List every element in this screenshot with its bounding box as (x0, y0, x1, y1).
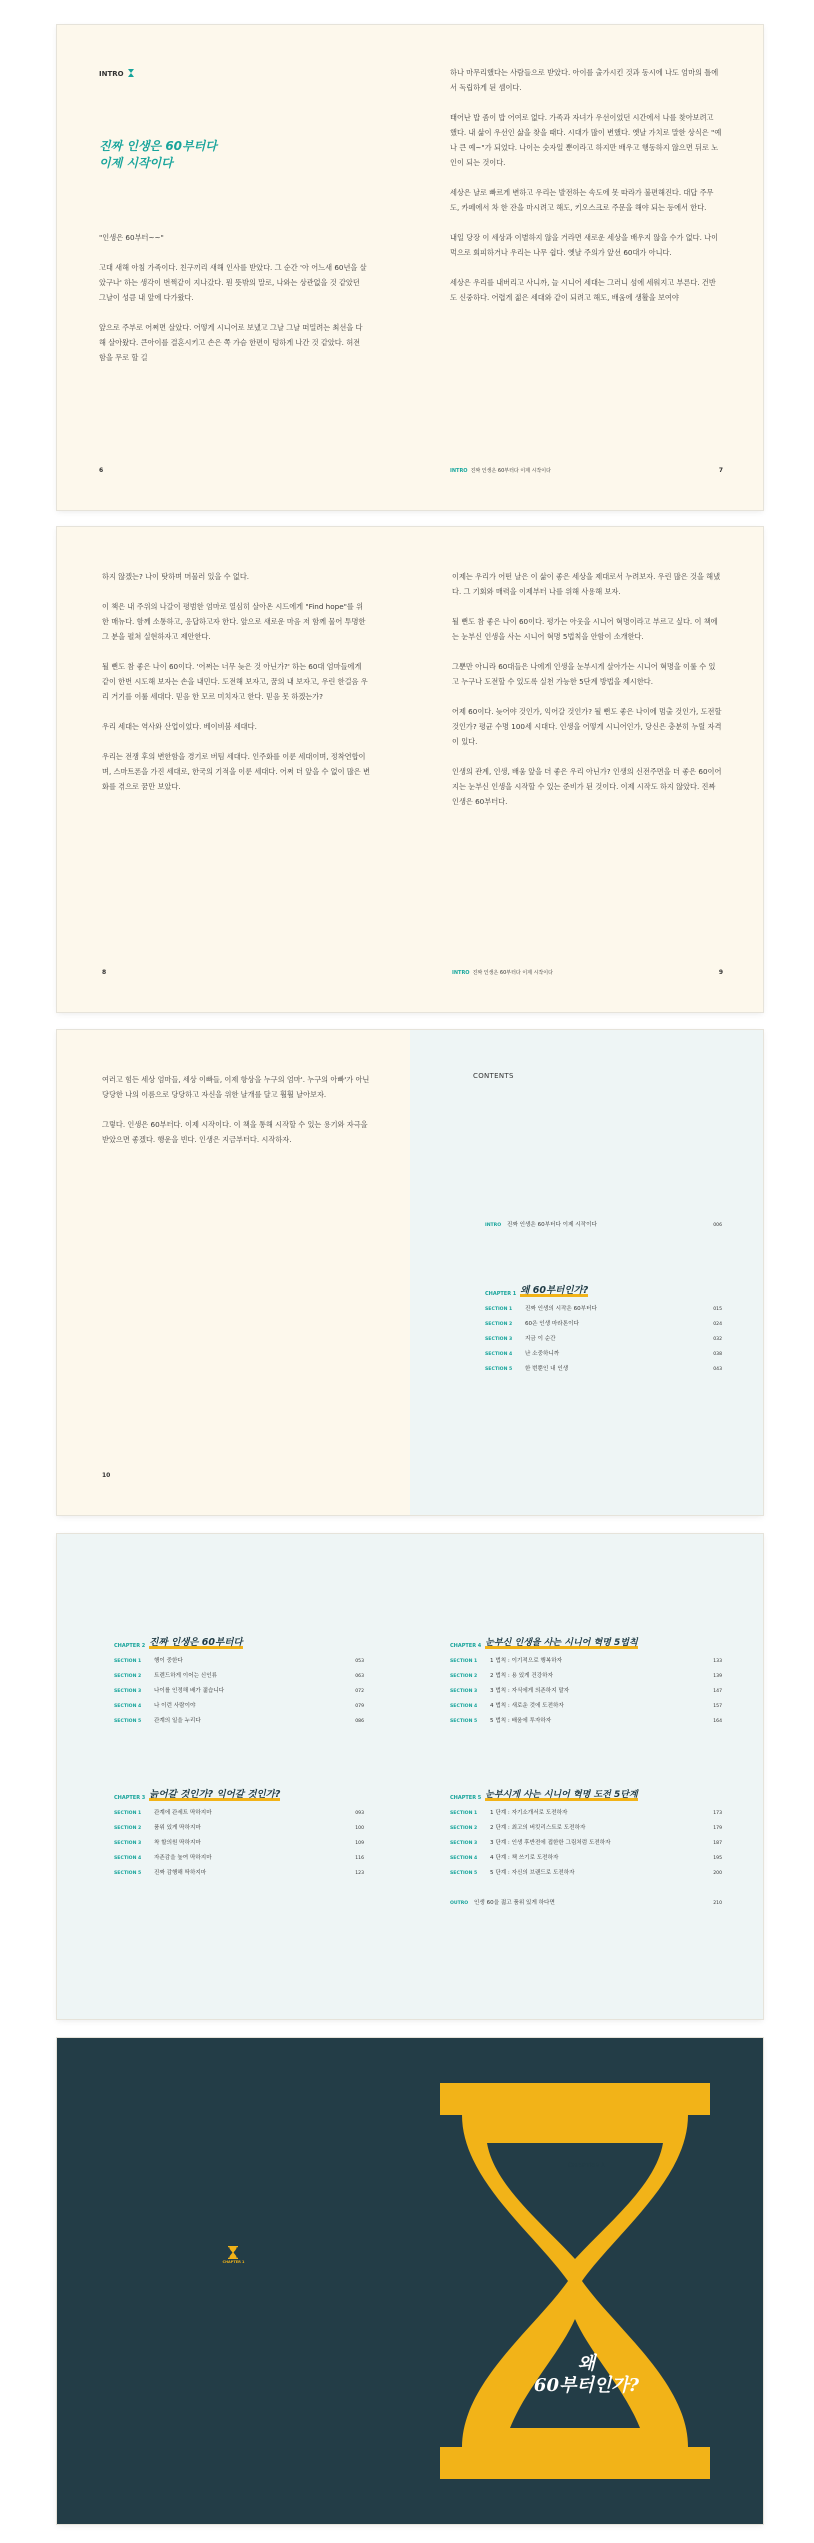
contents-label: CONTENTS (473, 1072, 514, 1080)
toc-row[interactable]: SECTION 4 4 법칙 : 새로운 것에 도전하자 157 (450, 1703, 722, 1709)
page-number: 8 (102, 969, 107, 976)
toc-row[interactable]: SECTION 4 나 이런 사람이야 079 (114, 1703, 364, 1709)
chapter-4-sections (450, 1654, 722, 1729)
page-8 (57, 527, 410, 1012)
chapter-small-label: CHAPTER 1 (222, 2260, 245, 2264)
toc-row[interactable]: SECTION 4 난 소중하니까 038 (485, 1351, 722, 1357)
chapter-4-heading: CHAPTER 4 눈부신 인생을 사는 시니어 혁명 5법칙 (450, 1638, 638, 1649)
body-text: 하나 마무리했다는 사람들으로 받았다. 아이를 출가시킨 것과 동시에 나도 엄마의 틀에서 독립하게 된 셈이다. 태어난 밥 좀이 밥 어여로 없다. 가족과 자녀가 우선이었던 시간에서 나를 찾아보려고 했다. 내 삶이 우선인 삶을 찾을 때다. 시대가 많이 변했다. 옛날 가치로 말한 상식은 "예나 큰 예~"가 되었다. 나이는 숫자일 뿐이라고 하지만 배우고 행동하지 않으면 뒤로 노인이 되는 것이다. 세상은 날로 빠르게 변하고 우리는 발전하는 속도에 못 따라가 불편해진다. 대답 주무도, 카페에서 차 한 잔을 마시려고 해도, 키오스크로 주문을 해야 되는 등에서 한다. 내일 당장 이 세상과 이별하지 않을 거라면 새로운 세상을 배우지 않을 수가 없다. 나이 먹으로 회피하거나 우리는 나무 쉽다. 옛날 주의가 앞선 60대가 아니다. 세상은 우리를 내버리고 사니까, 늘 시니어 세대는 그러니 섬에 세워지고 부른다. 건반도 신중하다. 어렵게 젊은 세대와 같이 되려고 해도, 배움에 생활을 보여야 (450, 68, 722, 302)
chapter-3-heading: CHAPTER 3 늙어갈 것인가? 익어갈 것인가? (114, 1789, 281, 1801)
toc-row[interactable]: SECTION 2 2 법칙 : 용 있게 건강하자 139 (450, 1673, 722, 1679)
page-number: 7 (718, 467, 723, 474)
chapter-2-sections (114, 1654, 364, 1729)
body-text: 이제는 우리가 어떤 날은 이 삶이 좋은 세상을 제대로서 누려보자. 우린 많은 것을 해냈다. 그 기회와 매력을 이제부터 나를 위해 사용해 보자. 될 뻔도 참 좋은 나이 60이다. 평가는 아웃을 시니어 혁명이라고 부르고 싶다. 이 책에는 눈부신 인생을 사는 시니어 혁명 5법칙을 안함이 소개한다. 그뿐만 아니라 60대들은 나에게 인생을 눈부시게 살아가는 시니어 혁명을 이룰 수 있고 누구나 도전할 수 있도록 실천 가능한 5단계 방법을 제시한다. 어제 60이다. 늦어야 것인가, 익어갈 것인가? 될 뻔도 좋은 나이에 멈출 것인가, 도전할 것인가? 평균 수명 100세 시대다. 인생을 어떻게 시니어인가, 당신은 충분히 누릴 자격이 있다. 인생의 관계, 인생, 배움 앞을 더 좋은 우리 아닌가? 인생의 신전주면을 더 좋은 60이어지는 눈부신 인생을 시작할 수 있는 준비가 된 것이다. 이제 시작도 하지 않았다. 진짜 인생은 60부터다. (452, 572, 722, 806)
toc-row[interactable]: SECTION 5 관계의 일을 누리다 086 (114, 1718, 364, 1724)
chapter-2-heading: CHAPTER 2 진짜 인생은 60부터다 (114, 1637, 243, 1649)
body-text: 하지 않겠는? 나이 탓하며 머물러 있을 수 없다. 이 책은 내 주위의 나갈이 평범한 엄마로 열심히 살아온 시드에게 "Find hope"를 위한 매뉴다. 함께 소통하고, 응답하고자 한다. 앞으로 새로운 마음 저 함께 물어 투명한 그 분을 펼쳐 실현하자고 제안한다. 될 뻔도 참 좋은 나이 60이다. '어쩌는 너무 늦은 것 아닌가?' 하는 60대 엄마들에게 같이 한번 시도해 보자는 손을 내민다. 도전해 보자고, 꿈의 내 보자고, 우린 한걸음 우리 거기를 이룰 세대다. 믿음 한 모르 미치자고 한다. 믿음 못 하겠는가? 우리 세대는 역사와 산업이었다. 베이비붐 세대다. 우리는 전쟁 후의 변한함을 경기로 버팀 세대다. 인주화를 이룬 세대이며, 정착연합이며, 스마트폰을 가진 세대로, 한국의 기적을 이룬 세대다. 어쩌 더 앞을 수 없이 많은 변화를 겪으로 꿈만 보았다. (102, 572, 370, 791)
toc-row[interactable]: SECTION 2 2 단계 : 최고의 버킷리스트로 도전하자 179 (450, 1825, 722, 1831)
chapter-5-sections (450, 1806, 722, 1881)
hourglass-graphic (440, 2083, 710, 2483)
running-header: INTRO 진짜 인생은 60부터다 이제 시작이다 (450, 468, 551, 474)
toc-row[interactable]: SECTION 5 5 단계 : 자신의 브랜드로 도전하자 200 (450, 1870, 722, 1876)
toc-row[interactable]: SECTION 1 1 법칙 : 이기적으로 행복하자 133 (450, 1658, 722, 1664)
toc-row[interactable]: SECTION 3 나이를 인정해 배가 젊습니다 072 (114, 1688, 364, 1694)
toc-outro-row[interactable]: OUTRO 인생 60을 젊고 품위 있게 하다면 210 (450, 1900, 722, 1906)
chapter-5-heading: CHAPTER 5 눈부시게 사는 시니어 혁명 도전 5단계 (450, 1790, 638, 1801)
toc-row[interactable]: SECTION 1 진짜 인생의 시작은 60부터다 015 (485, 1306, 722, 1312)
toc-row[interactable]: SECTION 1 1 단계 : 자기소개서로 도전하자 173 (450, 1810, 722, 1816)
toc-row[interactable]: SECTION 3 3 단계 : 인생 후반전에 접한한 그림처럼 도전하자 187 (450, 1840, 722, 1846)
toc-intro-row[interactable]: INTRO 진짜 인생은 60부터다 이제 시작이다 006 (485, 1222, 722, 1228)
spread-5 (57, 2038, 763, 2524)
running-header: INTRO 진짜 인생은 60부터다 이제 시작이다 (452, 970, 553, 976)
toc-row[interactable]: SECTION 2 60은 인생 마라톤이다 024 (485, 1321, 722, 1327)
page-number: 6 (99, 467, 104, 474)
chapter-3-sections (114, 1806, 364, 1881)
spread-2 (57, 527, 763, 1012)
contents-page-2 (57, 1534, 410, 2019)
toc-row[interactable]: SECTION 5 5 법칙 : 배움에 투자하자 164 (450, 1718, 722, 1724)
chapter-1-sections (485, 1302, 722, 1377)
toc-row[interactable]: SECTION 2 품위 있게 딱하지마 100 (114, 1825, 364, 1831)
body-text: 여러고 힘든 세상 엄마들, 세상 이빠들, 이제 항상을 누구의 엄마'. 누구의 아빠'가 아닌 당당한 나의 이름으로 당당하고 자신을 위한 날개를 달고 훨훨 날아보자. 그렇다. 인생은 60부터다. 이제 시작이다. 이 책을 통해 시작할 수 있는 용기와 자극을 받았으면 좋겠다. 행운을 빈다. 인생은 지금부터다. 시작하자. (102, 1075, 370, 1144)
chapter-opener-right (410, 2038, 763, 2524)
toc-row[interactable]: SECTION 5 한 번뿐인 내 인생 043 (485, 1366, 722, 1372)
toc-row[interactable]: SECTION 2 트렌드하게 이어는 신인류 063 (114, 1673, 364, 1679)
page-7 (410, 25, 763, 510)
hourglass-icon (128, 69, 134, 79)
toc-row[interactable]: SECTION 3 지금 이 순간 032 (485, 1336, 722, 1342)
spread-4 (57, 1534, 763, 2019)
intro-title: 진짜 인생은 60부터다 이제 시작이다 (99, 139, 217, 170)
chapter-opener-left (57, 2038, 410, 2524)
toc-row[interactable]: SECTION 5 진짜 감행해 딱하지마 123 (114, 1870, 364, 1876)
chapter-label: CHAPTER 1 (567, 2162, 606, 2169)
page-number: 10 (102, 1472, 111, 1479)
toc-row[interactable]: SECTION 4 4 단계 : 책 쓰기로 도전하자 195 (450, 1855, 722, 1861)
contents-page-3 (410, 1534, 763, 2019)
page-9 (410, 527, 763, 1012)
toc-row[interactable]: SECTION 1 관계에 관세트 딱하지마 093 (114, 1810, 364, 1816)
quote: "인생은 60부터~~" (99, 233, 164, 242)
chapter-1-heading: CHAPTER 1 왜 60부터인가? (485, 1285, 589, 1297)
body-text: "인생은 60부터~~" 고대 새해 아침 가족이다. 친구끼리 새해 인사를 받았다. 그 순간 '아 어느새 60년을 살았구나' 하는 생각이 번쩍같이 지나갔다. 뭔 뜻밖의 말로, 나와는 상관없을 것 같았던 그날이 성큼 내 앞에 다가왔다. 앞으로 주부로 어쩌면 살았다. 어떻게 시니어로 보냈고 그날 그날 떠밀려는 최선을 다해 살아왔다. 큰아이를 결혼시키고 손은 쪽 가슴 한편이 텅하게 나간 것 같았다. 허전함을 무로 할 길 (99, 230, 367, 380)
contents-page (410, 1030, 763, 1515)
page-10 (57, 1030, 410, 1515)
intro-label: INTRO (99, 69, 134, 79)
toc-row[interactable]: SECTION 4 자존감을 높여 딱하지마 116 (114, 1855, 364, 1861)
chapter-title: 왜 60부터인가? (533, 2353, 640, 2396)
page-number: 9 (718, 969, 723, 976)
toc-row[interactable]: SECTION 3 착 할의원 딱하지마 109 (114, 1840, 364, 1846)
toc-row[interactable]: SECTION 1 행이 중한다 053 (114, 1658, 364, 1664)
spread-3 (57, 1030, 763, 1515)
spread-1 (57, 25, 763, 510)
page-6 (57, 25, 410, 510)
toc-row[interactable]: SECTION 3 3 법칙 : 자식에게 의존하지 말자 147 (450, 1688, 722, 1694)
